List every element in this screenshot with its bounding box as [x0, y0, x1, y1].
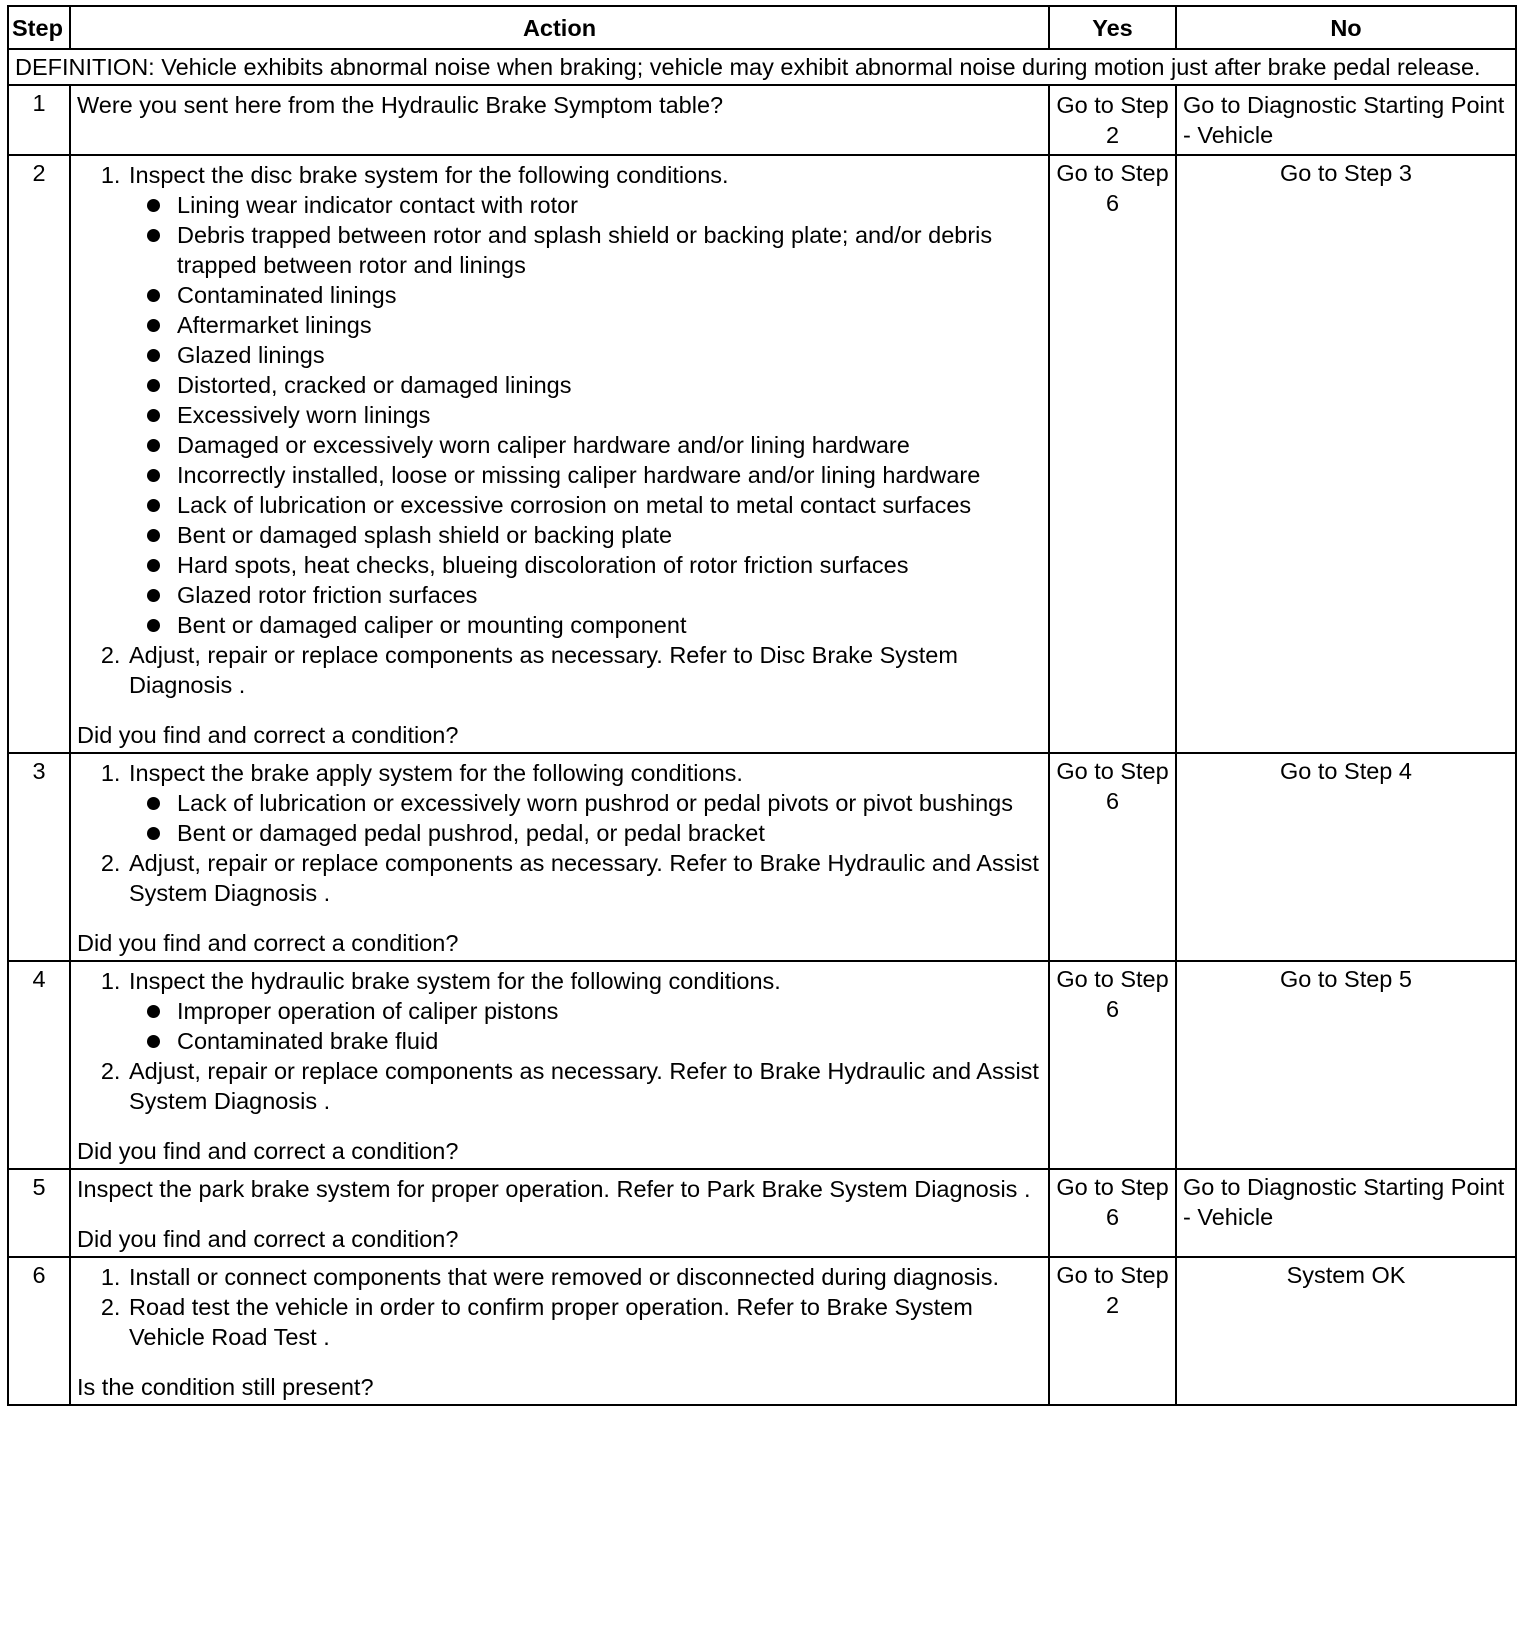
step-yes: Go to Step 6: [1049, 1169, 1176, 1257]
step-number: 5: [8, 1169, 70, 1257]
instruction-item: [127, 1262, 1042, 1292]
condition-item: Glazed linings: [177, 340, 1042, 370]
step-action-text: Inspect the park brake system for proper operation. Refer to Park Brake System Diagnosis .: [77, 1176, 1031, 1202]
step-no: Go to Step 3: [1176, 155, 1516, 753]
step-action-text: Were you sent here from the Hydraulic Brake Symptom table?: [77, 92, 724, 118]
condition-item: Contaminated brake fluid: [177, 1026, 1042, 1056]
step-action: [70, 961, 1049, 1169]
condition-item: Lining wear indicator contact with rotor: [177, 190, 1042, 220]
definition-text: DEFINITION: Vehicle exhibits abnormal noise when braking; vehicle may exhibit abnormal noise during motion just after brake pedal release.: [8, 49, 1516, 85]
step-yes: Go to Step 6: [1049, 961, 1176, 1169]
condition-item: Distorted, cracked or damaged linings: [177, 370, 1042, 400]
condition-list: [129, 996, 1042, 1056]
step-no: Go to Diagnostic Starting Point - Vehicle: [1176, 1169, 1516, 1257]
step-action: [70, 753, 1049, 961]
header-yes: Yes: [1049, 6, 1176, 49]
instruction-item: [127, 160, 1042, 640]
step-number: 2: [8, 155, 70, 753]
step-yes: Go to Step 6: [1049, 155, 1176, 753]
step-row-3: [8, 753, 1516, 961]
condition-item: Incorrectly installed, loose or missing caliper hardware and/or lining hardware: [177, 460, 1042, 490]
header-step: Step: [8, 6, 70, 49]
step-action: [70, 1257, 1049, 1405]
step-yes: Go to Step 6: [1049, 753, 1176, 961]
step-number: 4: [8, 961, 70, 1169]
instruction-item: [127, 1056, 1042, 1116]
instruction-text: Adjust, repair or replace components as necessary. Refer to Brake Hydraulic and Assist System Diagnosis .: [129, 1058, 1039, 1114]
step-number: 6: [8, 1257, 70, 1405]
condition-item: Lack of lubrication or excessive corrosion on metal to metal contact surfaces: [177, 490, 1042, 520]
condition-item: Improper operation of caliper pistons: [177, 996, 1042, 1026]
instruction-item: [127, 848, 1042, 908]
condition-item: Debris trapped between rotor and splash shield or backing plate; and/or debris trapped between rotor and linings: [177, 220, 1042, 280]
step-yes: Go to Step 2: [1049, 85, 1176, 155]
condition-item: Damaged or excessively worn caliper hardware and/or lining hardware: [177, 430, 1042, 460]
instruction-text: Adjust, repair or replace components as necessary. Refer to Brake Hydraulic and Assist System Diagnosis .: [129, 850, 1039, 906]
condition-item: Bent or damaged pedal pushrod, pedal, or pedal bracket: [177, 818, 1042, 848]
step-question: Did you find and correct a condition?: [77, 1226, 459, 1252]
instruction-item: [127, 966, 1042, 1056]
header-action: Action: [70, 6, 1049, 49]
condition-item: Aftermarket linings: [177, 310, 1042, 340]
instruction-item: [127, 758, 1042, 848]
header-no: No: [1176, 6, 1516, 49]
step-row-5: [8, 1169, 1516, 1257]
condition-item: Excessively worn linings: [177, 400, 1042, 430]
instruction-item: [127, 1292, 1042, 1352]
step-row-2: [8, 155, 1516, 753]
instruction-text: Inspect the brake apply system for the following conditions.: [129, 760, 743, 786]
step-no: Go to Step 5: [1176, 961, 1516, 1169]
definition-row: [8, 49, 1516, 85]
condition-item: Bent or damaged splash shield or backing plate: [177, 520, 1042, 550]
condition-item: Bent or damaged caliper or mounting component: [177, 610, 1042, 640]
instruction-text: Adjust, repair or replace components as necessary. Refer to Disc Brake System Diagnosis .: [129, 642, 958, 698]
step-number: 1: [8, 85, 70, 155]
step-action: [70, 155, 1049, 753]
instruction-list: [77, 1262, 1042, 1352]
instruction-list: [77, 160, 1042, 700]
step-action: [70, 85, 1049, 155]
step-question: Did you find and correct a condition?: [77, 930, 459, 956]
condition-item: Glazed rotor friction surfaces: [177, 580, 1042, 610]
condition-list: [129, 190, 1042, 640]
step-number: 3: [8, 753, 70, 961]
step-question: Did you find and correct a condition?: [77, 1138, 459, 1164]
condition-item: Contaminated linings: [177, 280, 1042, 310]
step-row-1: [8, 85, 1516, 155]
step-no: Go to Step 4: [1176, 753, 1516, 961]
step-no: Go to Diagnostic Starting Point - Vehicle: [1176, 85, 1516, 155]
step-question: Is the condition still present?: [77, 1374, 374, 1400]
instruction-text: Install or connect components that were removed or disconnected during diagnosis.: [129, 1264, 999, 1290]
step-row-6: [8, 1257, 1516, 1405]
instruction-text: Inspect the hydraulic brake system for the following conditions.: [129, 968, 781, 994]
condition-item: Hard spots, heat checks, blueing discoloration of rotor friction surfaces: [177, 550, 1042, 580]
diagnostic-table-wrapper: [7, 5, 1515, 1406]
instruction-text: Road test the vehicle in order to confirm proper operation. Refer to Brake System Vehicle Road Test .: [129, 1294, 973, 1350]
step-question: Did you find and correct a condition?: [77, 722, 459, 748]
instruction-text: Inspect the disc brake system for the following conditions.: [129, 162, 729, 188]
instruction-item: [127, 640, 1042, 700]
instruction-list: [77, 758, 1042, 908]
instruction-list: [77, 966, 1042, 1116]
condition-item: Lack of lubrication or excessively worn pushrod or pedal pivots or pivot bushings: [177, 788, 1042, 818]
step-no: System OK: [1176, 1257, 1516, 1405]
step-action: [70, 1169, 1049, 1257]
step-row-4: [8, 961, 1516, 1169]
header-row: [8, 6, 1516, 49]
diagnostic-table: [7, 5, 1517, 1406]
step-yes: Go to Step 2: [1049, 1257, 1176, 1405]
condition-list: [129, 788, 1042, 848]
